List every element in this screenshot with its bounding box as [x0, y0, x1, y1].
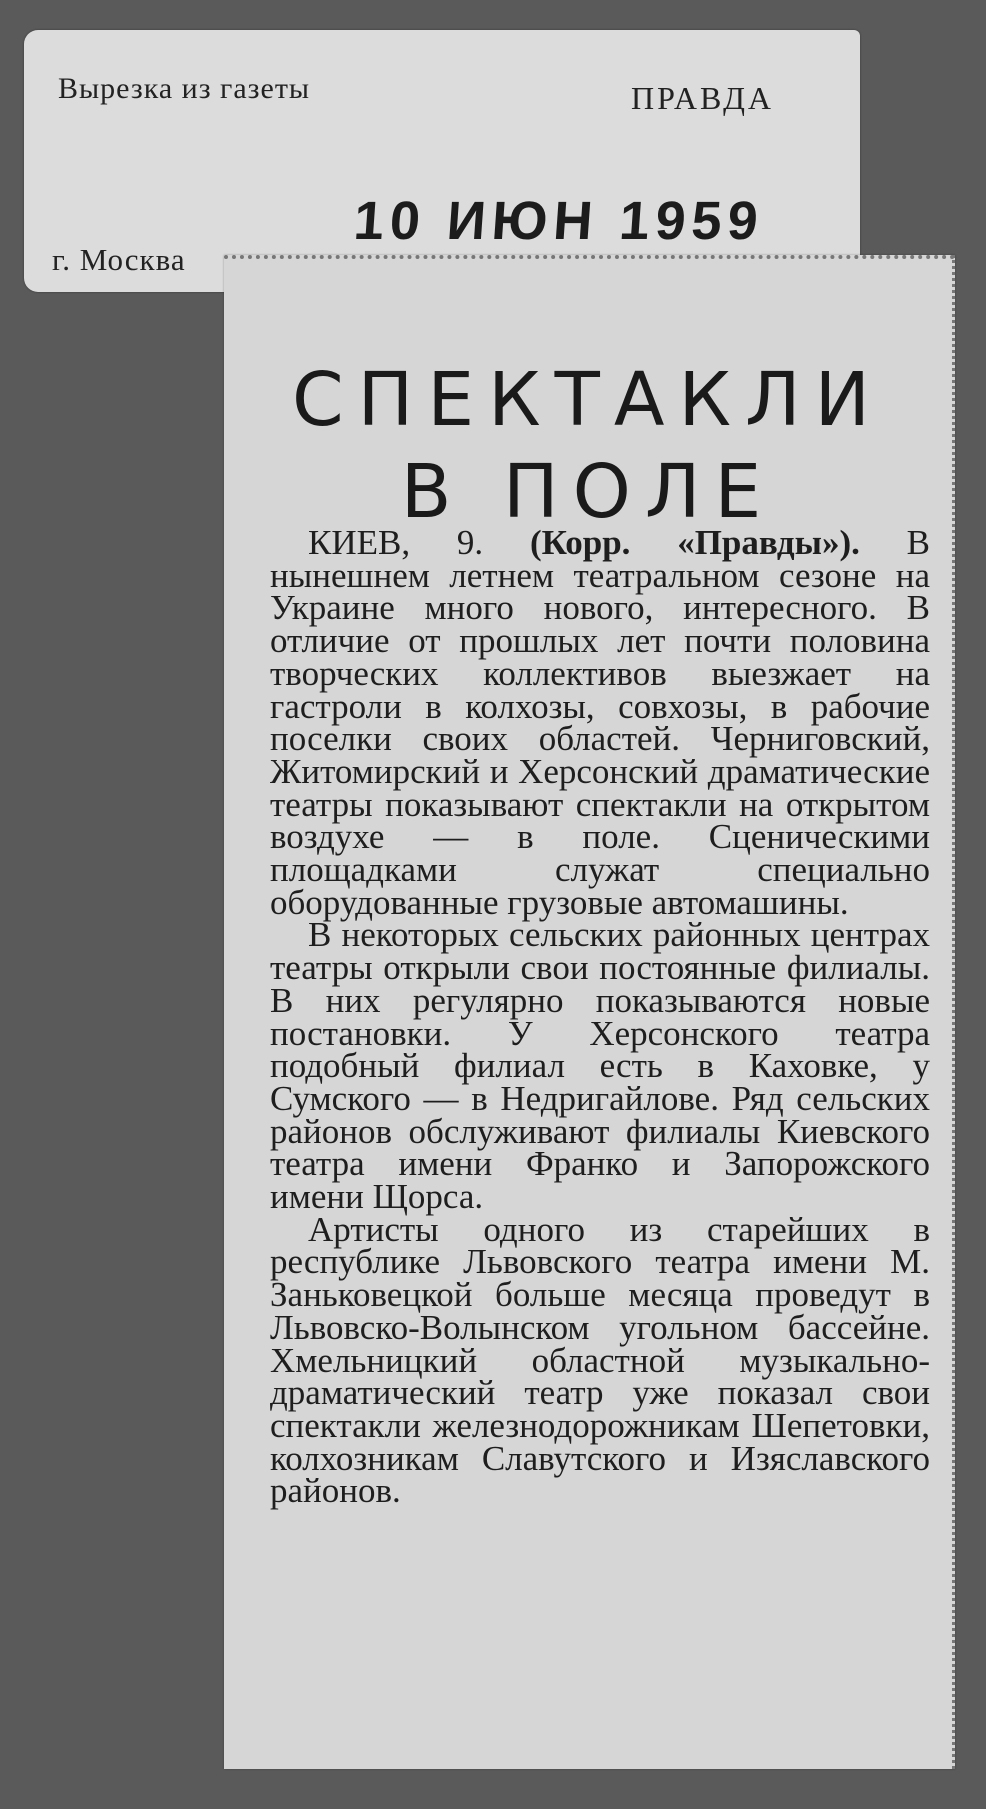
- dateline-place: КИЕВ, 9.: [308, 523, 484, 562]
- paragraph-2: В некоторых сельских районных центрах театры открыли свои постоянные филиалы. В них регулярно показываются новые постановки. У Херсонского театра подобный филиал есть в Каховке, у Сумского — в Недригайлове. Ряд сельских районов обслуживают филиалы Киевского театра имени Франко и Запорожского имени Щорса.: [270, 915, 930, 1217]
- article-body: [270, 523, 930, 1511]
- date-stamp: 10 ИЮН 1959: [351, 191, 766, 251]
- title-line-1: СПЕКТАКЛИ: [292, 357, 884, 443]
- clipping-label-card: [24, 30, 860, 292]
- city-label: г. Москва: [52, 242, 186, 277]
- article-title: [224, 354, 952, 538]
- paragraph-3: Артисты одного из старейших в республике Львовского театра имени М. Заньковецкой больше месяца проведут в Львовско-Волынском угольном бассейне. Хмельницкий областной музыкально-драматический театр уже показал свои спектакли железнодорожникам Шепетовки, колхозникам Славутского и Изяславского районов.: [270, 1209, 930, 1511]
- source-label: Вырезка из газеты: [58, 72, 311, 105]
- newspaper-name: ПРАВДА: [631, 80, 774, 116]
- title-line-2: В ПОЛЕ: [400, 449, 776, 535]
- dateline-source: (Корр. «Правды»).: [529, 523, 860, 562]
- paragraph-1-text: В нынешнем летнем театральном сезоне на Украине много нового, интересного. В отличие от прошлых лет почти половина творческих коллективов выезжает на гастроли в колхозы, совхозы, в рабочие поселки своих областей. Черниговский, Житомирский и Херсонский драматические театры показывают спектакли на открытом воздухе — в поле. Сценическими площадками служат специально оборудованные грузовые автомашины.: [270, 523, 930, 922]
- paragraph-1: [270, 523, 930, 922]
- newspaper-clipping: [224, 255, 955, 1769]
